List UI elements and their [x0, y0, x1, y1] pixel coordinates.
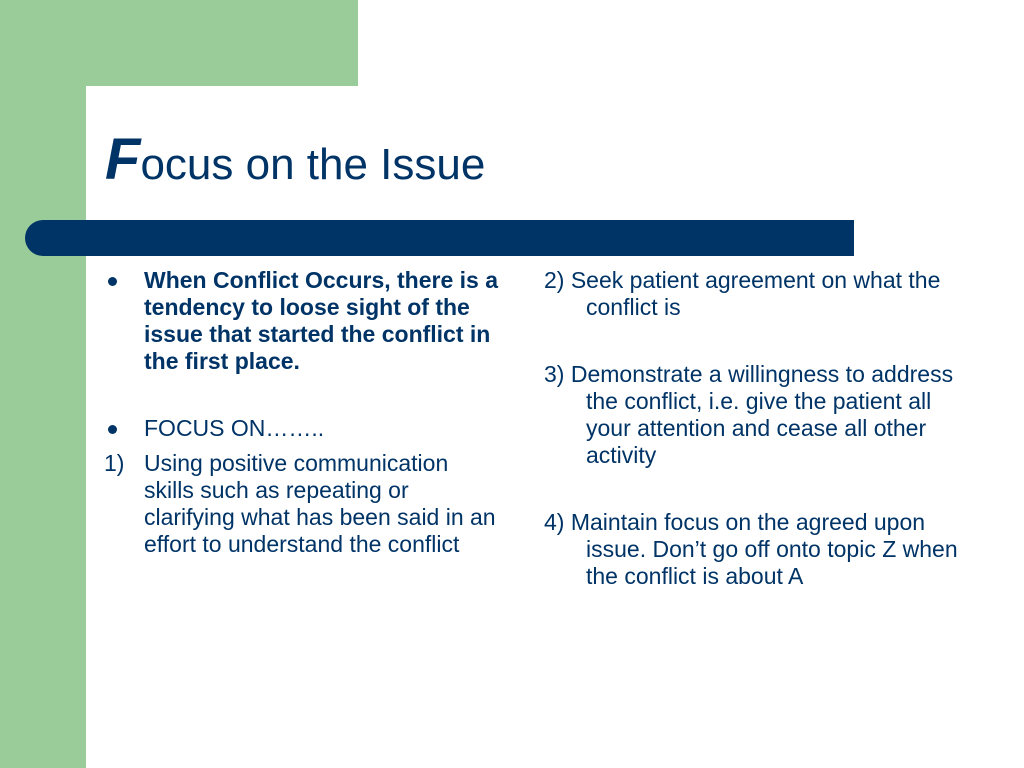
slide-title	[105, 127, 486, 192]
content-corner	[86, 86, 126, 126]
bullet-dot-icon	[108, 277, 117, 286]
bullet-item	[104, 415, 504, 442]
title-rest: ocus on the Issue	[140, 140, 486, 189]
spacer	[104, 442, 504, 450]
spacer	[544, 469, 964, 509]
title-divider-bar	[25, 220, 854, 256]
green-accent-left	[0, 0, 86, 768]
item-text: Using positive communication skills such as repeating or clarifying what has been said in an effort to understand the conflict	[144, 450, 496, 557]
numbered-item: 2) Seek patient agreement on what the conflict is	[544, 267, 941, 320]
title-initial: F	[105, 127, 141, 192]
left-column	[104, 267, 504, 558]
numbered-item	[104, 450, 504, 558]
spacer	[104, 375, 504, 415]
bullet-text: When Conflict Occurs, there is a tendency to loose sight of the issue that started the conflict in the first place.	[144, 267, 499, 374]
bullet-dot-icon	[108, 425, 117, 434]
right-column	[544, 267, 964, 590]
numbered-item: 4) Maintain focus on the agreed upon issue. Don’t go off onto topic Z when the conflict is about A	[544, 509, 958, 589]
item-number: 1)	[104, 450, 125, 476]
bullet-text: FOCUS ON……..	[144, 415, 325, 441]
bullet-item	[104, 267, 504, 375]
spacer	[544, 321, 964, 361]
numbered-item: 3) Demonstrate a willingness to address the conflict, i.e. give the patient all your attention and cease all other activity	[544, 361, 954, 468]
